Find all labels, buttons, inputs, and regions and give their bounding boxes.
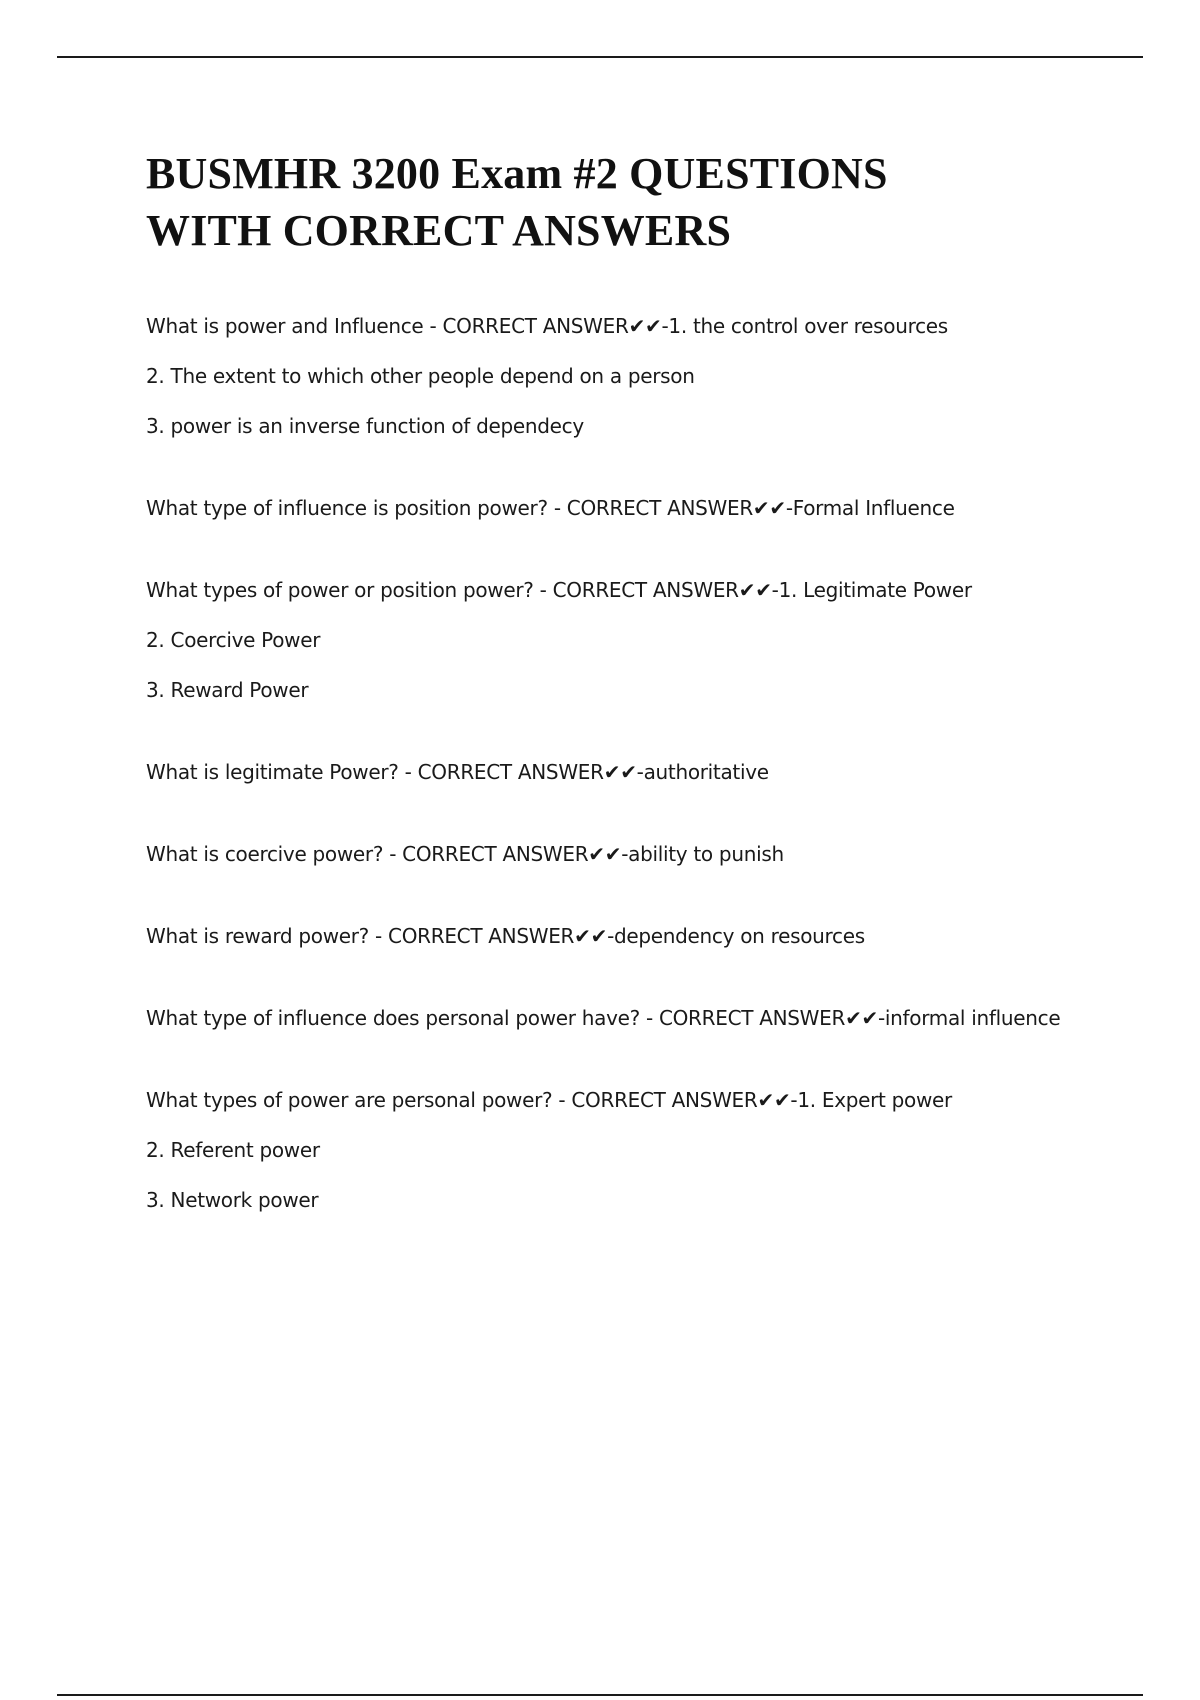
qa-block-5 <box>146 837 1074 871</box>
document-title <box>146 145 1074 259</box>
question-list <box>146 309 1074 1217</box>
answer-line: 3. Network power <box>146 1188 319 1212</box>
qa-block-4 <box>146 755 1074 789</box>
question-text: What type of influence does personal power have? - CORRECT ANSWER✔✔-informal influence <box>146 1006 1061 1030</box>
document-body <box>146 145 1074 1265</box>
answer-line: 2. The extent to which other people depend on a person <box>146 364 695 388</box>
footer-rule <box>57 1694 1143 1696</box>
question-text: What is coercive power? - CORRECT ANSWER✔✔-ability to punish <box>146 842 784 866</box>
qa-block-6 <box>146 919 1074 953</box>
question-text: What types of power are personal power? - CORRECT ANSWER✔✔-1. Expert power <box>146 1088 952 1112</box>
qa-block-3 <box>146 573 1074 707</box>
answer-line: 2. Referent power <box>146 1138 320 1162</box>
header-rule <box>57 56 1143 58</box>
answer-line: 2. Coercive Power <box>146 628 321 652</box>
answer-line: 3. Reward Power <box>146 678 309 702</box>
qa-block-1 <box>146 309 1074 443</box>
qa-block-7 <box>146 1001 1074 1035</box>
question-text: What type of influence is position power? - CORRECT ANSWER✔✔-Formal Influence <box>146 496 955 520</box>
question-text: What is power and Influence - CORRECT ANSWER✔✔-1. the control over resources <box>146 314 948 338</box>
question-text: What is reward power? - CORRECT ANSWER✔✔-dependency on resources <box>146 924 865 948</box>
question-text: What types of power or position power? - CORRECT ANSWER✔✔-1. Legitimate Power <box>146 578 972 602</box>
title-line-2: WITH CORRECT ANSWERS <box>146 206 732 255</box>
question-text: What is legitimate Power? - CORRECT ANSWER✔✔-authoritative <box>146 760 769 784</box>
qa-block-8 <box>146 1083 1074 1217</box>
qa-block-2 <box>146 491 1074 525</box>
answer-line: 3. power is an inverse function of dependecy <box>146 414 584 438</box>
title-line-1: BUSMHR 3200 Exam #2 QUESTIONS <box>146 149 888 198</box>
